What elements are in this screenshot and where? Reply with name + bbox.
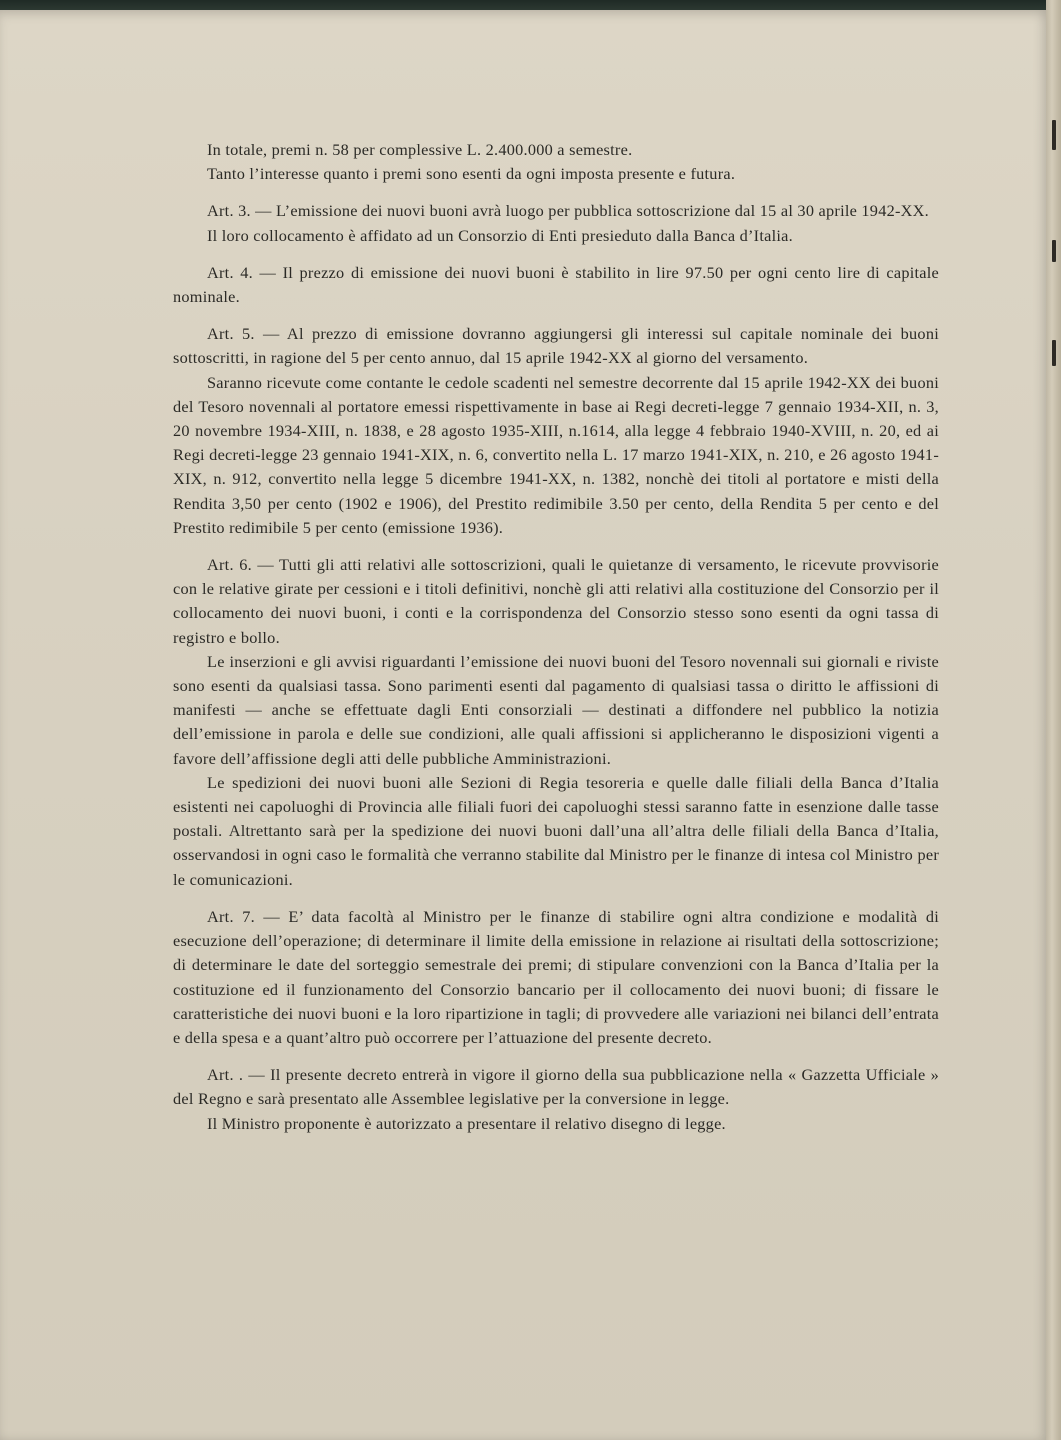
adjacent-page-edge [1046, 0, 1061, 1440]
paragraph-art-6: Art. 6. — Tutti gli atti relativi alle sottoscrizioni, quali le quietanze di versamento, le ricevute provvisorie con le relative girate per cessioni e i titoli definitivi, nonchè gli atti relativi alla costituzione del Consorzio per il collocamento dei nuovi buoni, i conti e la corrispondenza del Consorzio stesso sono esenti da ogni tassa di registro e bollo. [173, 555, 939, 647]
paragraph-totale: In totale, premi n. 58 per complessive L. 2.400.000 a semestre. [207, 140, 633, 159]
paragraph-art-6-spedizioni: Le spedizioni dei nuovi buoni alle Sezioni di Regia tesoreria e quelle dalle filiali della Banca d’Italia esistenti nei capoluoghi di Provincia alle filiali fuori dei capoluoghi stessi saranno fatte in esenzione dalle tasse postali. Altrettanto sarà per la spedizione dei nuovi buoni dall’una all’altra delle filiali della Banca d’Italia, osservandosi in ogni caso le formalità che verranno stabilite dal Ministro per le finanze di intesa col Ministro per le comunicazioni. [173, 772, 939, 889]
paragraph-art-final: Art. . — Il presente decreto entrerà in vigore il giorno della sua pubblicazione nella « Gazzetta Ufficiale » del Regno e sarà presentato alle Assemblee legislative per la conversione in legge. [173, 1065, 939, 1109]
document-text [173, 138, 939, 1136]
edge-mark [1052, 120, 1056, 150]
edge-mark [1052, 240, 1056, 262]
paragraph-art-5-cedole: Saranno ricevute come contante le cedole scadenti nel semestre decorrente dal 15 aprile 1942-XX dei buoni del Tesoro novennali al portatore emessi rispettivamente in base ai Regi decreti-legge 7 gennaio 1934-XII, n. 3, 20 novembre 1934-XIII, n. 1838, e 28 agosto 1935-XIII, n.1614, alla legge 4 febbraio 1940-XVIII, n. 20, ed ai Regi decreti-legge 23 gennaio 1941-XIX, n. 6, convertito nella L. 17 marzo 1941-XIX, n. 210, e 26 agosto 1941-XIX, n. 912, convertito nella legge 5 dicembre 1941-XX, n. 1382, nonchè dei titoli al portatore e misti della Rendita 3,50 per cento (1902 e 1906), del Prestito redimibile 3.50 per cento, della Rendita 5 per cento e del Prestito redimibile 5 per cento (emissione 1936). [173, 372, 939, 537]
paragraph-art-3: Art. 3. — L’emissione dei nuovi buoni avrà luogo per pubblica sottoscrizione dal 15 al 30 aprile 1942-XX. [207, 201, 929, 221]
paragraph-ministro-proponente: Il Ministro proponente è autorizzato a presentare il relativo disegno di legge. [207, 1113, 726, 1133]
paragraph-art-4: Art. 4. — Il prezzo di emissione dei nuovi buoni è stabilito in lire 97.50 per ogni cento lire di capitale nominale. [173, 262, 939, 307]
paragraph-esenzione-imposta: Tanto l’interesse quanto i premi sono esenti da ogni imposta presente e futura. [207, 164, 736, 184]
paragraph-art-7: Art. 7. — E’ data facoltà al Ministro per le finanze di stabilire ogni altra condizione e modalità di esecuzione dell’operazione; di determinare il limite della emissione in relazione ai risultati della sottoscrizione; di determinare le date del sorteggio semestrale dei premi; di stipulare convenzioni con la Banca d’Italia per la costituzione ed il funzionamento del Consorzio bancario per il collocamento dei nuovi buoni; di fissare le caratteristiche dei nuovi buoni e la loro ripartizione in tagli; di provvedere alle variazioni nei bilanci dell’entrata e della spesa e a quant’altro può occorrere per l’attuazione del presente decreto. [173, 906, 939, 1047]
paragraph-art-5: Art. 5. — Al prezzo di emissione dovranno aggiungersi gli interessi sul capitale nominale dei buoni sottoscritti, in ragione del 5 per cento annuo, dal 15 aprile 1942-XX al giorno del versamento. [173, 324, 939, 368]
paragraph-art-3-collocamento: Il loro collocamento è affidato ad un Consorzio di Enti presieduto dalla Banca d’Italia. [207, 225, 793, 245]
paragraph-art-6-inserzioni: Le inserzioni e gli avvisi riguardanti l’emissione dei nuovi buoni del Tesoro novennali sui giornali e riviste sono esenti da qualsiasi tassa. Sono parimenti esenti dal pagamento di qualsiasi tassa o diritto le affissioni di manifesti — anche se effettuate dagli Enti consorziali — destinati a diffondere nel pubblico la notizia dell’emissione in parola e delle sue condizioni, alle quali affissioni si applicheranno le disposizioni vigenti a favore dell’affissione degli atti delle pubbliche Amministrazioni. [173, 651, 939, 768]
edge-mark [1052, 340, 1056, 366]
